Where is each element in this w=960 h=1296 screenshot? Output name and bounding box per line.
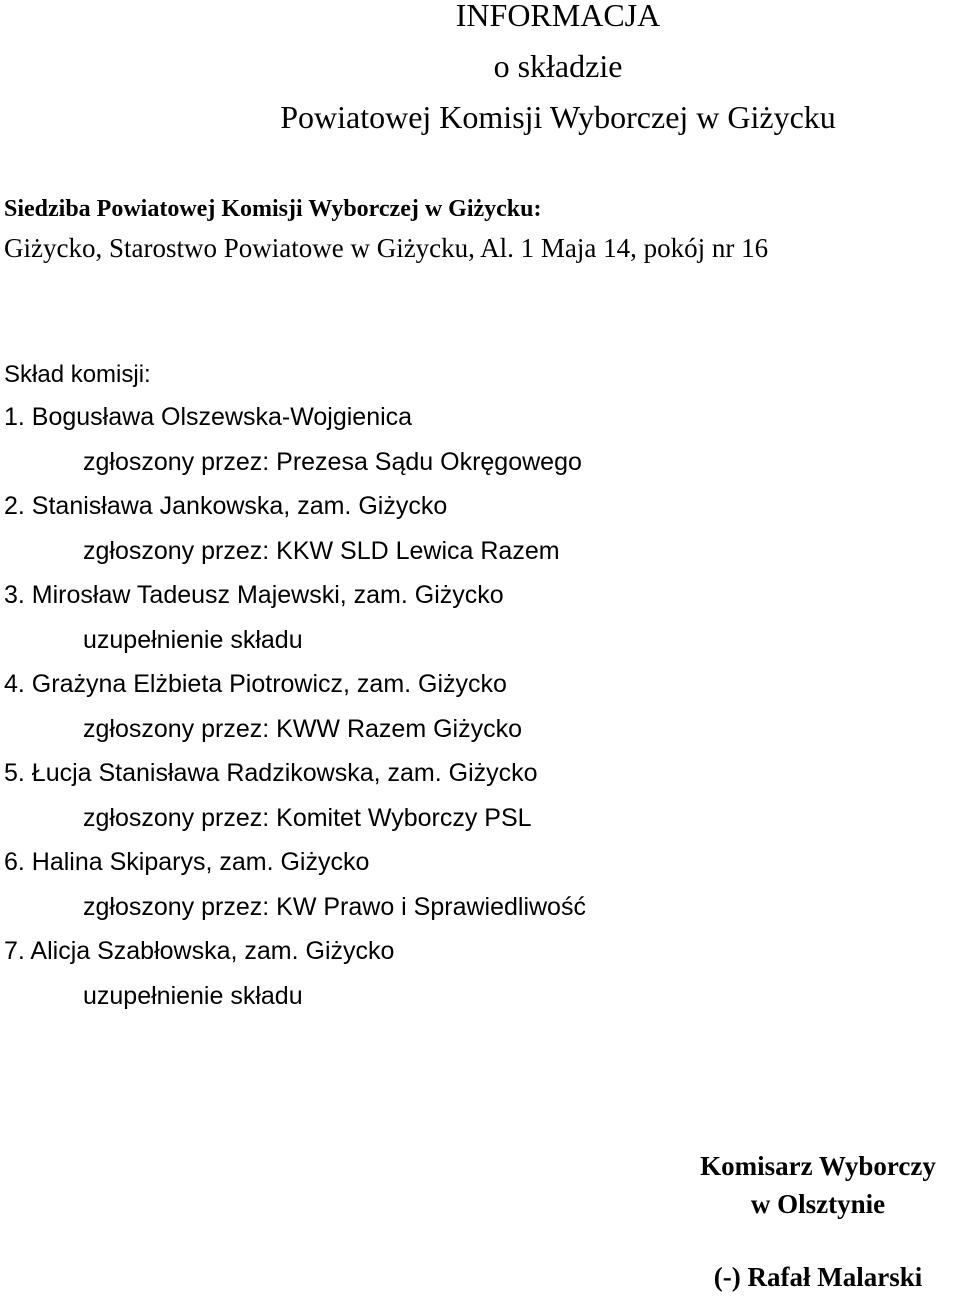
document-subtitle: o składzie: [493, 48, 623, 84]
member-3-nominated-by: uzupełnienie składu: [83, 626, 303, 654]
member-2-nominated-by: zgłoszony przez: KKW SLD Lewica Razem: [83, 537, 560, 565]
member-7-nominated-by: uzupełnienie składu: [83, 982, 303, 1010]
member-2-name: 2. Stanisława Jankowska, zam. Giżycko: [4, 492, 448, 520]
composition-heading: Skład komisji:: [4, 361, 151, 388]
member-3-name: 3. Mirosław Tadeusz Majewski, zam. Giżycko: [4, 581, 504, 609]
signatory-name: (-) Rafał Malarski: [713, 1262, 923, 1292]
member-4-name: 4. Grażyna Elżbieta Piotrowicz, zam. Giżycko: [4, 670, 507, 698]
signatory-title: Komisarz Wyborczy: [700, 1151, 936, 1181]
seat-address: Giżycko, Starostwo Powiatowe w Giżycku, Al. 1 Maja 14, pokój nr 16: [4, 233, 769, 263]
seat-heading: Siedziba Powiatowej Komisji Wyborczej w Giżycku:: [4, 196, 542, 222]
signatory-place: w Olsztynie: [750, 1189, 886, 1219]
member-5-nominated-by: zgłoszony przez: Komitet Wyborczy PSL: [83, 804, 532, 832]
member-1-name: 1. Bogusława Olszewska-Wojgienica: [4, 403, 413, 431]
member-6-name: 6. Halina Skiparys, zam. Giżycko: [4, 848, 370, 876]
document-subtitle-commission: Powiatowej Komisji Wyborczej w Giżycku: [280, 99, 836, 135]
member-6-nominated-by: zgłoszony przez: KW Prawo i Sprawiedliwość: [83, 893, 586, 921]
member-5-name: 5. Łucja Stanisława Radzikowska, zam. Giżycko: [4, 759, 538, 787]
document-title: INFORMACJA: [455, 0, 661, 33]
member-7-name: 7. Alicja Szabłowska, zam. Giżycko: [4, 937, 395, 965]
member-4-nominated-by: zgłoszony przez: KWW Razem Giżycko: [83, 715, 522, 743]
member-1-nominated-by: zgłoszony przez: Prezesa Sądu Okręgowego: [83, 448, 582, 476]
